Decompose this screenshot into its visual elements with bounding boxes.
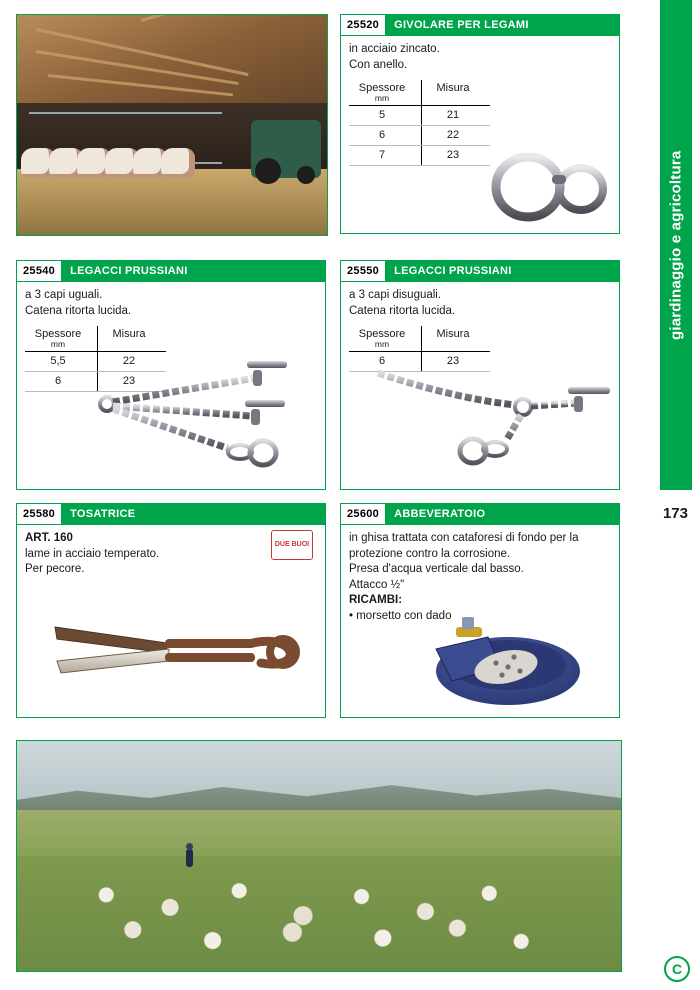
spec-header-spessore: Spessore mm: [349, 326, 422, 352]
product-image-legacci-uguali: [77, 356, 322, 481]
product-code: 25540: [17, 261, 62, 281]
spec-cell: 5: [349, 106, 422, 126]
product-title: TOSATRICE: [62, 504, 325, 524]
spec-header-unit: mm: [374, 93, 390, 104]
side-rail: [660, 0, 700, 990]
spec-cell: 5,5: [25, 352, 98, 372]
product-code: 25520: [341, 15, 386, 35]
product-card-25600: [340, 503, 620, 718]
barn-floor: [17, 169, 327, 235]
product-title: LEGACCI PRUSSIANI: [386, 261, 619, 281]
product-title: LEGACCI PRUSSIANI: [62, 261, 325, 281]
sheep-flock: [53, 870, 585, 953]
cow: [161, 148, 195, 178]
product-header: [341, 15, 619, 36]
product-code: 25550: [341, 261, 386, 281]
product-image-abbeveratoio: [396, 609, 596, 709]
product-header: [17, 504, 325, 525]
photo-pasture: [16, 740, 622, 972]
spec-cell: 6: [349, 352, 422, 372]
spec-cell: 6: [25, 372, 98, 392]
page-number: 173: [662, 505, 688, 522]
product-title: ABBEVERATOIO: [386, 504, 619, 524]
product-image-tosatrice: [47, 609, 312, 704]
product-header: [341, 504, 619, 525]
spec-table-25520: [349, 80, 490, 166]
product-desc-line: in ghisa trattata con cataforesi di fondo per la: [349, 532, 579, 544]
spec-header-unit: mm: [50, 339, 66, 350]
spec-header-misura: Misura: [98, 326, 167, 352]
spec-cell: 7: [349, 146, 422, 166]
spares-label: RICAMBI:: [349, 594, 403, 607]
side-tab-label: giardinaggio e agricoltura: [667, 150, 685, 340]
spec-header-misura: Misura: [422, 80, 491, 106]
product-desc-line: Attacco ½": [349, 578, 405, 591]
table-row: [349, 106, 490, 126]
spec-cell: 6: [349, 126, 422, 146]
product-header: [17, 261, 325, 282]
product-image-legacci-disuguali: [366, 361, 616, 481]
product-desc-line: Presa d'acqua verticale dal basso.: [349, 563, 524, 576]
product-code: 25580: [17, 504, 62, 524]
product-card-25520: [340, 14, 620, 234]
product-title: GIVOLARE PER LEGAMI: [386, 15, 619, 35]
product-article: ART. 160: [25, 532, 73, 544]
table-row: [349, 126, 490, 146]
product-image-givolare: [486, 145, 616, 225]
product-desc-line: in acciaio zincato.: [349, 43, 440, 55]
tractor: [251, 120, 321, 178]
spec-header-spessore: Spessore mm: [349, 80, 422, 106]
spec-cell: 22: [98, 352, 167, 372]
table-row: [349, 146, 490, 166]
product-body: [341, 282, 619, 372]
field-far: [17, 810, 621, 861]
product-desc-line: protezione contro la corrosione.: [349, 547, 511, 560]
product-card-25550: [340, 260, 620, 490]
product-desc-line: Catena ritorta lucida.: [25, 304, 132, 317]
spec-header-unit: mm: [374, 339, 390, 350]
spare-item: • morsetto con dado: [349, 609, 452, 622]
spec-cell: 21: [422, 106, 491, 126]
product-desc-line: Per pecore.: [25, 563, 85, 576]
product-desc-line: Catena ritorta lucida.: [349, 304, 456, 317]
photo-barn: [16, 14, 328, 236]
product-desc-line: a 3 capi uguali.: [25, 289, 103, 301]
spec-cell: 23: [422, 352, 491, 372]
spec-header-misura: Misura: [422, 326, 491, 352]
product-card-25540: [16, 260, 326, 490]
product-code: 25600: [341, 504, 386, 524]
product-desc-line: a 3 capi disuguali.: [349, 289, 442, 301]
product-card-25580: [16, 503, 326, 718]
spec-header-spessore: Spessore mm: [25, 326, 98, 352]
shepherd: [186, 849, 193, 867]
spec-cell: 23: [98, 372, 167, 392]
spec-cell: 23: [422, 146, 491, 166]
spec-cell: 22: [422, 126, 491, 146]
brand-stamp-icon: DUE BUOI: [271, 530, 313, 560]
product-desc-line: lame in acciaio temperato.: [25, 547, 160, 560]
product-desc-line: Con anello.: [349, 58, 408, 71]
product-header: [341, 261, 619, 282]
publisher-logo-icon: C: [664, 956, 690, 982]
